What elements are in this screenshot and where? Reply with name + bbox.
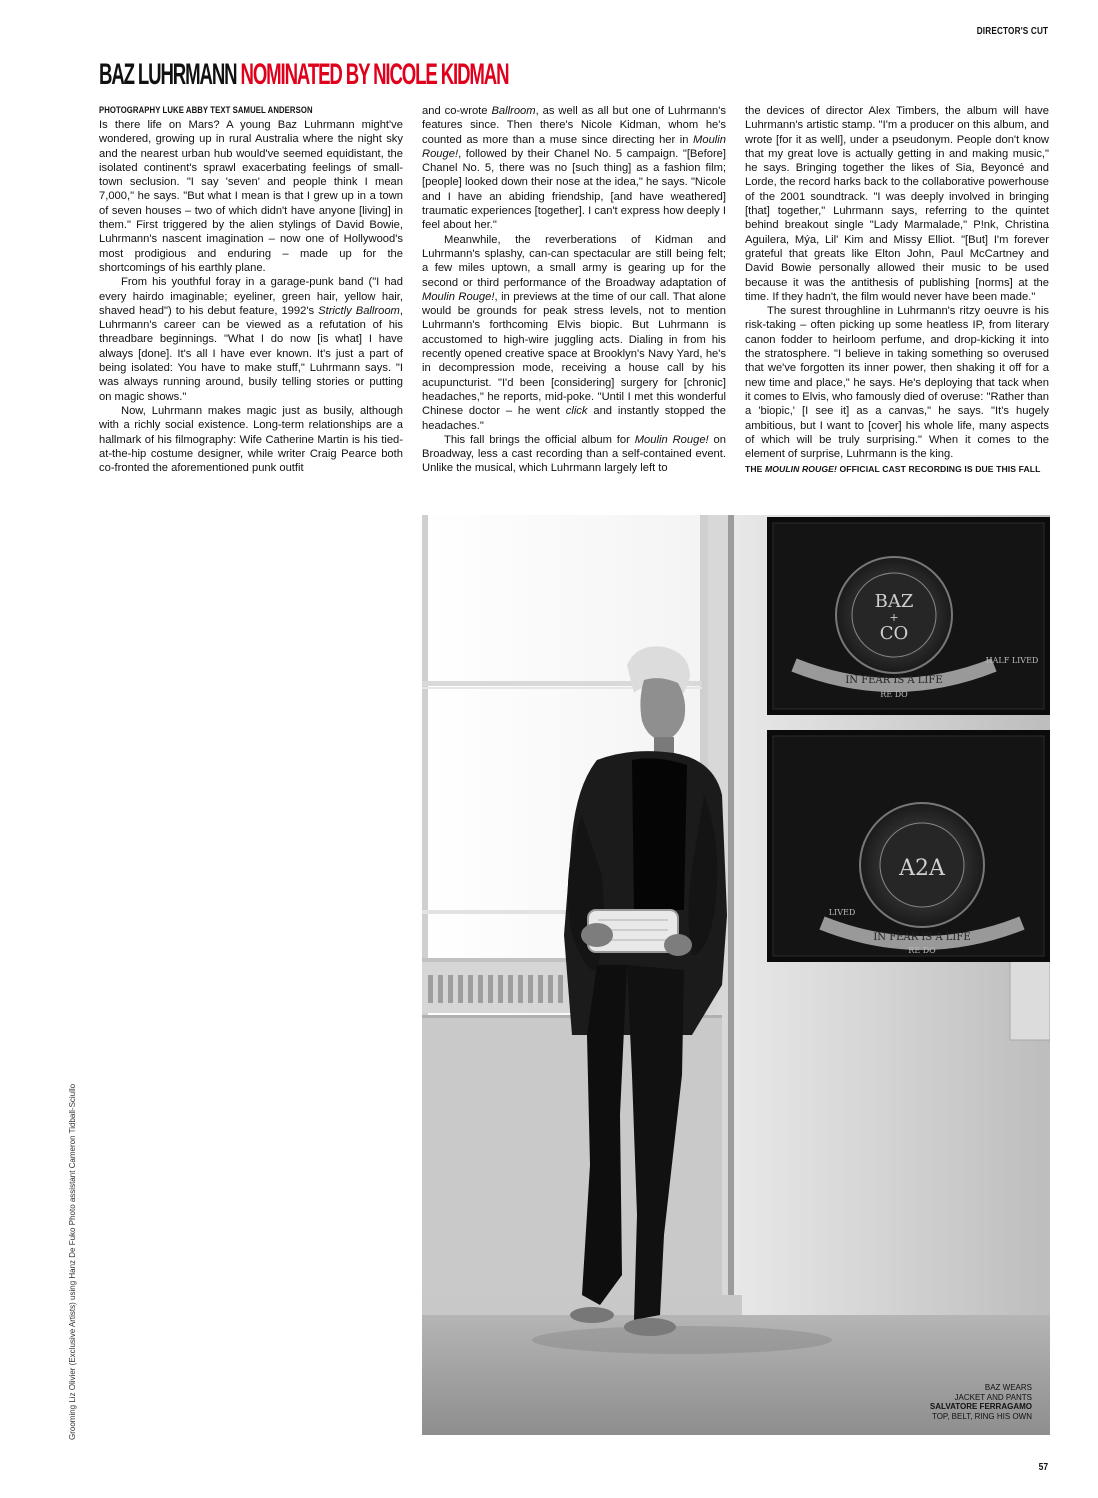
paragraph: This fall brings the official album for Moulin Rouge! on Broadway, less a cast recording than a self-contained event. Unlike the musical, which Luhrmann largely left to — [422, 433, 726, 475]
paragraph: Is there life on Mars? A young Baz Luhrmann might've wondered, growing up in rural Australia where the night sky and the nearest urban hub would've seemed equidistant, the isolated continent's sprawl exacerbating feelings of small-town seclusion. "I say 'seven' and people think I mean 7,000," he says. "But what I mean is that I grew up in a town of seven houses – two of which didn't have anyone [living] in them." First triggered by the alien stylings of David Bowie, Luhrmann's nascent imagination – now one of Hollywood's most prodigious and enduring – made up for the shortcomings of his earthly plane. — [99, 119, 403, 274]
svg-text:RE DO: RE DO — [908, 946, 936, 955]
photo-caption: BAZ WEARS JACKET AND PANTS SALVATORE FERRAGAMO TOP, BELT, RING HIS OWN — [929, 1383, 1032, 1421]
paragraph: Now, Luhrmann makes magic just as busily, although with a richly social existence. Long-term relationships are a hallmark of his filmography: Wife Catherine Martin is his tied-at-the-hip costume designer, while writer Craig Pearce both co-fronted the aforementioned punk outfit — [99, 404, 403, 475]
svg-text:IN FEAR IS A LIFE: IN FEAR IS A LIFE — [873, 932, 971, 943]
paragraph: Meanwhile, the reverberations of Kidman and Luhrmann's splashy, can-can spectacular are still being felt; a few miles uptown, a small army is gearing up for the second or third performance of the Broadway adaptation of Moulin Rouge!, in previews at the time of our call. That alone would be grounds for peak stress levels, not to mention Luhrmann's forthcoming Elvis biopic. But Luhrmann is accustomed to high-wire juggling acts. Dialing in from his recently opened creative space at Brooklyn's Navy Yard, he's in decompression mode, receiving a house call by his acupuncturist. "I'd been [considering] surgery for [chronic] headaches," he reports, mid-poke. "Until I met this wonderful Chinese doctor – he went click and instantly stopped the headaches." — [422, 233, 727, 432]
article-column-1 — [99, 118, 403, 475]
side-credit: Grooming Liz Olivier (Exclusive Artists) using Hanz De Fuko Photo assistant Cameron Tidball-Sciullo — [68, 1083, 77, 1440]
paragraph: the devices of director Alex Timbers, the album will have Luhrmann's artistic stamp. "I'm a producer on this album, and wrote [for it as well], under a pseudonym. People don't know that my great love is actually getting in and making music," he says. Bringing together the likes of Sia, Beyoncé and Lorde, the record harks back to the collaborative powerhouse of the 2001 soundtrack. "I was deeply involved in bringing [that] together," Luhrmann says, referring to the quintet behind breakout single "Lady Marmalade," P!nk, Christina Aguilera, Mýa, Lil' Kim and Missy Elliot. "[But] I'm forever grateful that greats like Elton John, Paul McCartney and David Bowie personally allowed their music to be used because it was the antithesis of publishing [norms] at the time. If they hadn't, the film would never have been made." — [745, 105, 1049, 303]
article-column-2 — [422, 104, 726, 476]
headline-nominator: NOMINATED BY NICOLE KIDMAN — [240, 58, 509, 91]
article-tagline: THE MOULIN ROUGE! OFFICIAL CAST RECORDING IS DUE THIS FALL — [745, 464, 1041, 475]
paragraph: The surest throughline in Luhrmann's ritzy oeuvre is his risk-taking – often picking up some heatless IP, from literary canon fodder to heirloom perfume, and drop-kicking it into the stratosphere. "I believe in taking something so overused that we've forgotten its inner power, then shaking it off for a new time and place," he says. He's deploying that tack when it comes to Elvis, who famously died of overuse: "Rather than a 'biopic,' [I see it] as a canvas," he says. "It's hugely ambitious, but I want to [cover] his whole life, many aspects of which will be truly surprising." When it comes to the element of surprise, Luhrmann is the king. — [745, 305, 1049, 461]
svg-text:BAZ: BAZ — [874, 591, 914, 612]
headline-name: BAZ LUHRMANN — [99, 58, 237, 91]
svg-text:HALF LIVED: HALF LIVED — [985, 656, 1039, 665]
article-column-3 — [745, 104, 1049, 477]
framed-print-a2a — [767, 730, 1050, 962]
svg-text:IN FEAR IS A LIFE: IN FEAR IS A LIFE — [845, 675, 943, 686]
svg-text:RE DO: RE DO — [880, 690, 908, 699]
section-label: DIRECTOR'S CUT — [976, 26, 1048, 37]
framed-print-baz-co — [767, 517, 1050, 715]
svg-text:LIVED: LIVED — [828, 908, 856, 917]
paragraph: and co-wrote Ballroom, as well as all but one of Luhrmann's features since. Then there's Nicole Kidman, whom he's counted as more than a muse since directing her in Moulin Rouge!, followed by their Chanel No. 5 campaign. "[Before] Chanel No. 5, there was no [such thing] as a fashion film; [people] looked down their nose at the idea," he says. "Nicole and I have an abiding friendship, [and have weathered] traumatic experiences [together]. I can't express how deeply I feel about her." — [422, 105, 726, 232]
svg-text:CO: CO — [879, 623, 909, 644]
svg-text:A2A: A2A — [899, 856, 945, 881]
portrait-photo — [422, 515, 1050, 1435]
paragraph: From his youthful foray in a garage-punk band ("I had every hairdo imaginable; eyeliner, green hair, yellow hair, shaved head") to his debut feature, 1992's Strictly Ballroom, Luhrmann's career can be viewed as a refutation of his threadbare beginnings. "What I do now [is what] I have always [done]. It's all I have ever known. It's just a part of being isolated: You have to make stuff," Luhrmann says. "I was always running around, busily telling stories or putting on magic shows." — [99, 276, 403, 403]
headline — [99, 58, 508, 92]
svg-text:+: + — [889, 611, 899, 624]
page-number: 57 — [1038, 1462, 1048, 1473]
photo-text-credits: PHOTOGRAPHY LUKE ABBY TEXT SAMUEL ANDERSON — [99, 105, 313, 115]
